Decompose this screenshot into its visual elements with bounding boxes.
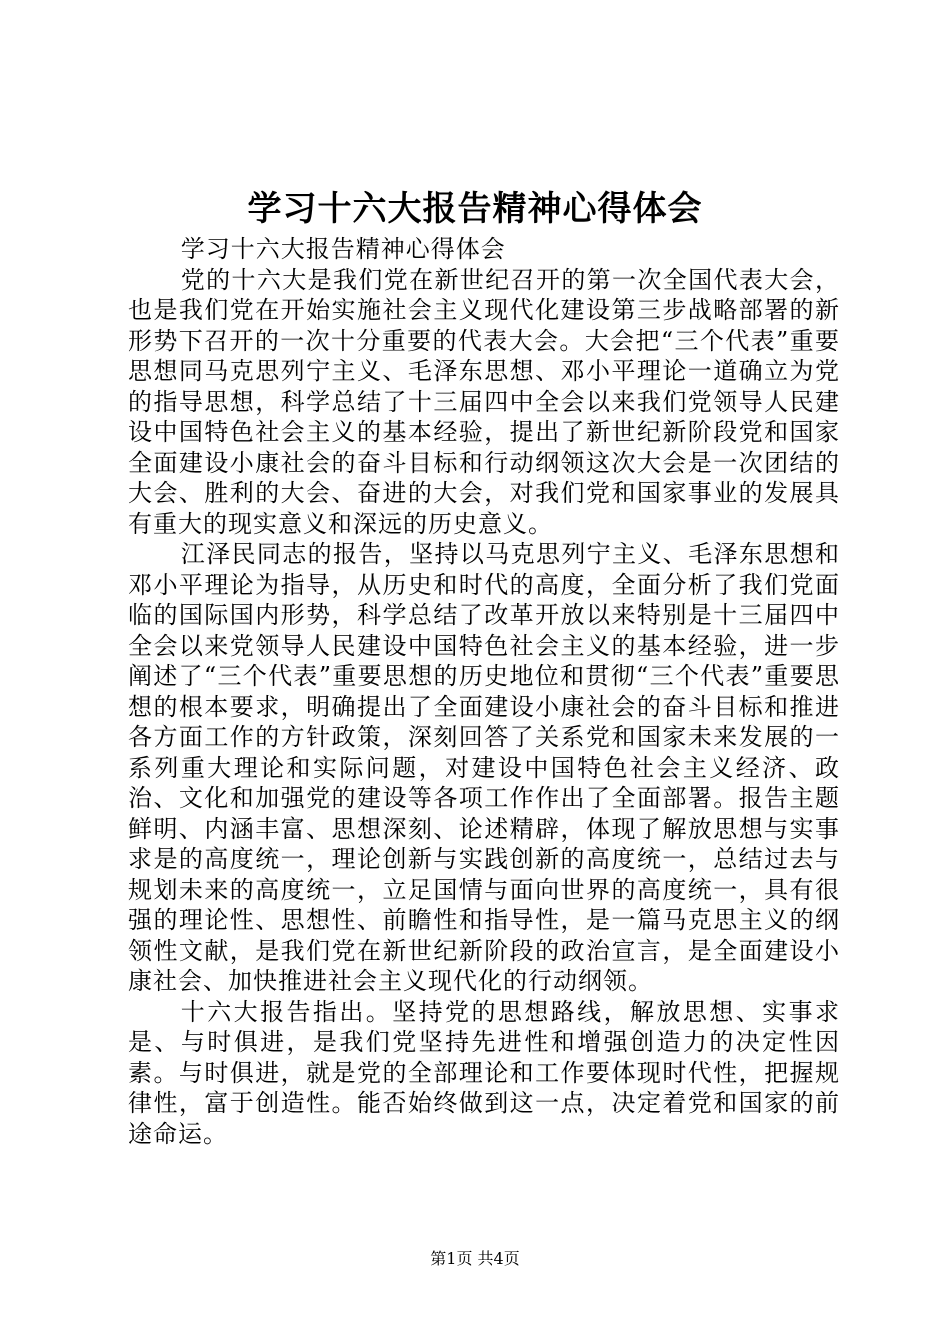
paragraph: 党的十六大是我们党在新世纪召开的第一次全国代表大会，也是我们党在开始实施社会主义现代化建设第三步战略部署的新形势下召开的一次十分重要的代表大会。大会把“三个代表”重要思想同马克思列宁主义、毛泽东思想、邓小平理论一道确立为党的指导思想，科学总结了十三届四中全会以来我们党领导人民建设中国特色社会主义的基本经验，提出了新世纪新阶段党和国家全面建设小康社会的奋斗目标和行动纲领这次大会是一次团结的大会、胜利的大会、奋进的大会，对我们党和国家事业的发展具有重大的现实意义和深远的历史意义。 — [128, 265, 840, 538]
document-title: 学习十六大报告精神心得体会 — [247, 189, 703, 229]
paragraph: 十六大报告指出。坚持党的思想路线，解放思想、实事求是、与时俱进，是我们党坚持先进性和增强创造力的决定性因素。与时俱进，就是党的全部理论和工作要体现时代性，把握规律性，富于创造性。能否始终做到这一点，决定着党和国家的前途命运。 — [128, 997, 840, 1148]
paragraph: 江泽民同志的报告，坚持以马克思列宁主义、毛泽东思想和邓小平理论为指导，从历史和时代的高度，全面分析了我们党面临的国际国内形势，科学总结了改革开放以来特别是十三届四中全会以来党领导人民建设中国特色社会主义的基本经验，进一步阐述了“三个代表”重要思想的历史地位和贯彻“三个代表”重要思想的根本要求，明确提出了全面建设小康社会的奋斗目标和推进各方面工作的方针政策，深刻回答了关系党和国家未来发展的一系列重大理论和实际问题，对建设中国特色社会主义经济、政治、文化和加强党的建设等各项工作作出了全面部署。报告主题鲜明、内涵丰富、思想深刻、论述精辟，体现了解放思想与实事求是的高度统一，理论创新与实践创新的高度统一，总结过去与规划未来的高度统一，立足国情与面向世界的高度统一，具有很强的理论性、思想性、前瞻性和指导性，是一篇马克思主义的纲领性文献，是我们党在新世纪新阶段的政治宣言，是全面建设小康社会、加快推进社会主义现代化的行动纲领。 — [128, 540, 840, 995]
page-number: 第1页 共4页 — [430, 1249, 520, 1268]
document-body — [128, 234, 840, 1149]
paragraph-subtitle: 学习十六大报告精神心得体会 — [180, 235, 506, 263]
